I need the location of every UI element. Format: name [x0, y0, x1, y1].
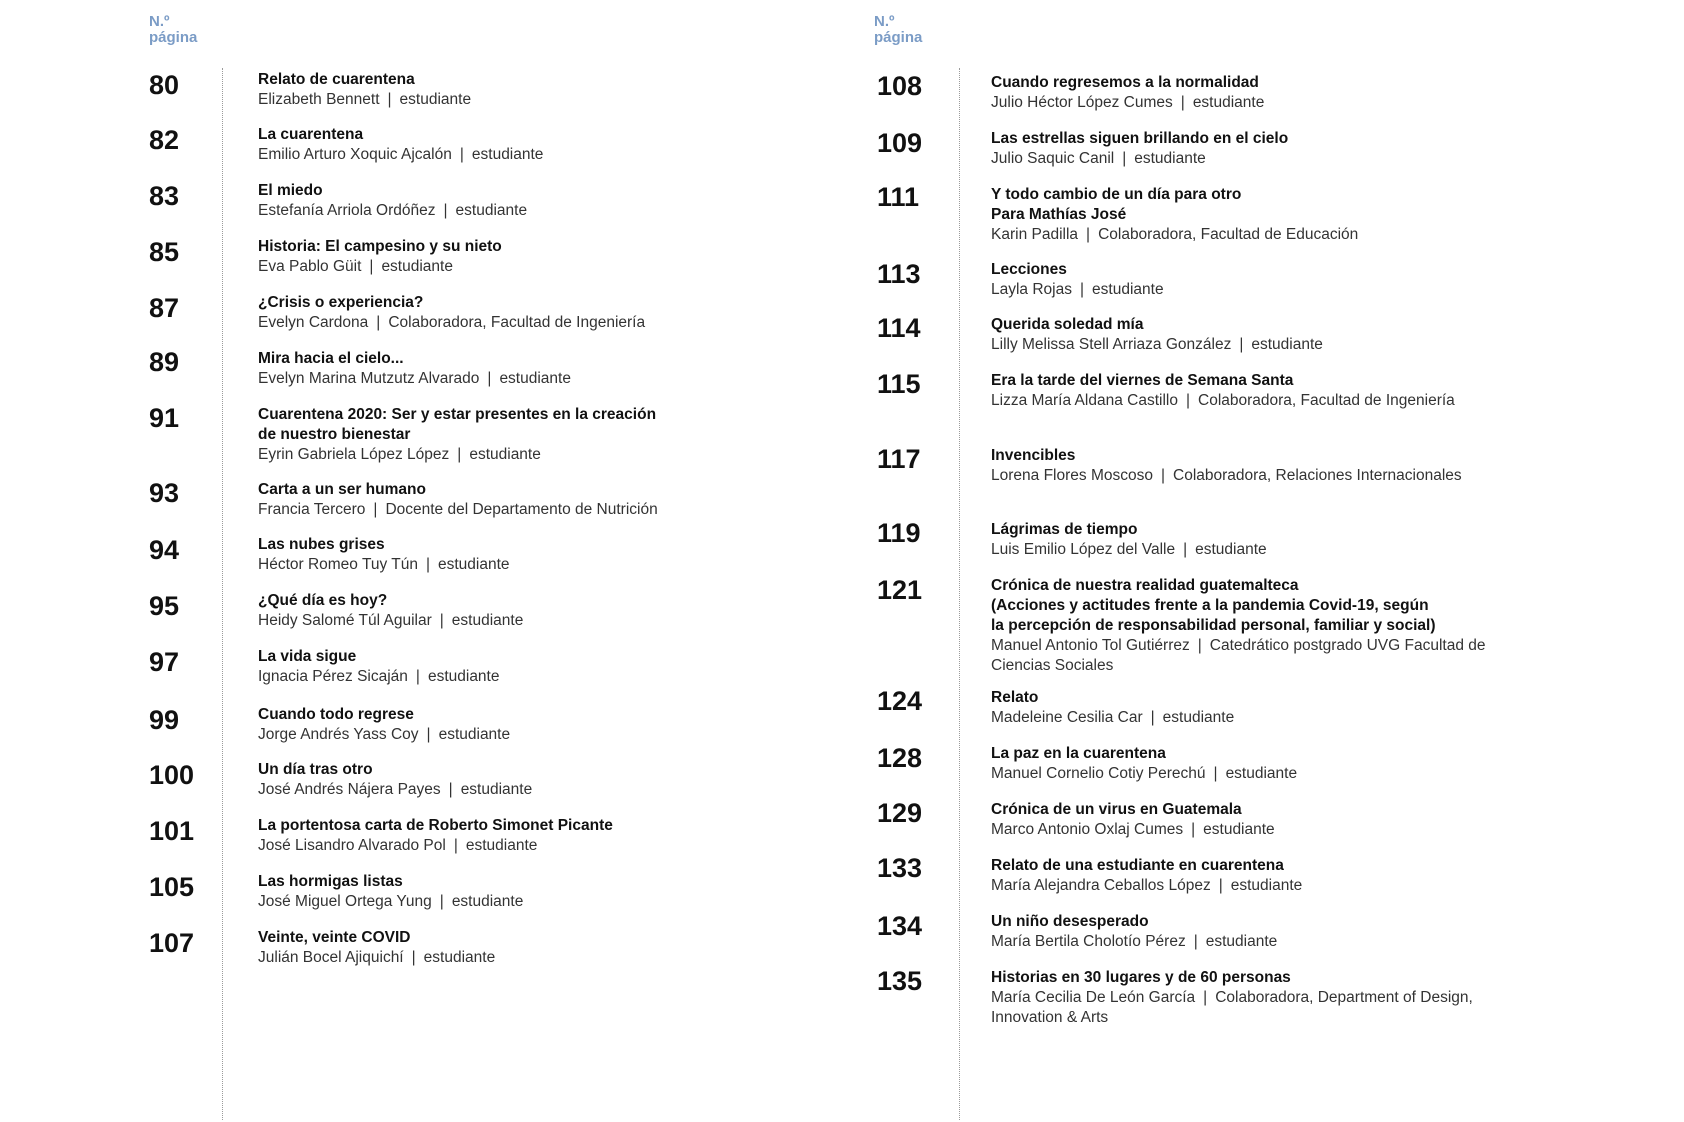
separator-bar: | [1218, 877, 1223, 894]
entry-text [991, 260, 1511, 300]
author-role: estudiante [399, 91, 472, 108]
author-name: Lilly Melissa Stell Arriaza González [991, 336, 1232, 353]
page-number: 121 [877, 575, 923, 605]
author-name: Layla Rojas [991, 281, 1072, 298]
separator-bar: | [443, 202, 448, 219]
entry-author-line [991, 280, 1511, 300]
separator-bar: | [1203, 989, 1208, 1006]
entry-text [258, 405, 778, 465]
author-role: estudiante [451, 893, 524, 910]
author-role: estudiante [451, 612, 524, 629]
separator-bar: | [369, 258, 374, 275]
entry-text [991, 912, 1511, 952]
entry-title: de nuestro bienestar [258, 426, 411, 443]
entry-author-line [991, 225, 1511, 245]
page-number: 105 [149, 872, 195, 902]
entry-title: ¿Qué día es hoy? [258, 592, 388, 609]
page-number: 83 [149, 181, 180, 211]
separator-bar: | [415, 668, 420, 685]
page-number: 128 [877, 743, 923, 773]
entry-text [258, 535, 778, 575]
entry-text [258, 928, 778, 968]
page-number: 115 [877, 369, 921, 399]
author-role: estudiante [437, 556, 510, 573]
entry-author-line [991, 335, 1511, 355]
entry-title: Las estrellas siguen brillando en el cielo [991, 130, 1289, 147]
author-role: estudiante [423, 949, 496, 966]
author-name: Evelyn Marina Mutzutz Alvarado [258, 370, 480, 387]
author-name: Luis Emilio López del Valle [991, 541, 1176, 558]
author-role: Colaboradora, Facultad de Ingeniería [388, 314, 646, 331]
page-number: 80 [149, 70, 180, 100]
entry-text [258, 349, 778, 389]
author-role: Colaboradora, Facultad de Educación [1098, 226, 1359, 243]
separator-bar: | [387, 91, 392, 108]
page-number: 101 [149, 816, 195, 846]
separator-bar: | [453, 837, 458, 854]
entry-text [258, 760, 778, 800]
author-role: Colaboradora, Facultad de Ingeniería [1198, 392, 1455, 409]
entry-title: Lecciones [991, 261, 1067, 278]
entry-text [258, 181, 778, 221]
separator-bar: | [448, 781, 453, 798]
entry-text [991, 129, 1511, 169]
entry-author-line [258, 892, 778, 912]
entry-title: ¿Crisis o experiencia? [258, 294, 424, 311]
author-name: Lorena Flores Moscoso [991, 467, 1153, 484]
author-role: estudiante [1195, 541, 1267, 558]
separator-bar: | [373, 501, 378, 518]
entry-author-line [258, 725, 778, 745]
author-name: José Miguel Ortega Yung [258, 893, 432, 910]
page-number: 124 [877, 686, 923, 716]
entry-text [991, 315, 1511, 355]
entry-title: Crónica de nuestra realidad guatemalteca [991, 577, 1299, 594]
entry-text [991, 800, 1511, 840]
separator-bar: | [1086, 226, 1091, 243]
page-number: 134 [877, 911, 923, 941]
entry-title: Un día tras otro [258, 761, 373, 778]
separator-bar: | [1180, 94, 1185, 111]
entry-title: Relato de cuarentena [258, 71, 415, 88]
author-name: Eyrin Gabriela López López [258, 446, 450, 463]
entry-title: Crónica de un virus en Guatemala [991, 801, 1242, 818]
page-number: 94 [149, 535, 180, 565]
author-role: estudiante [469, 446, 541, 463]
entry-author-line [258, 500, 778, 520]
author-role: estudiante [1251, 336, 1323, 353]
entry-title: Cuarentena 2020: Ser y estar presentes en la creación [258, 406, 657, 423]
page-number: 133 [877, 853, 923, 883]
author-name: Julio Héctor López Cumes [991, 94, 1173, 111]
page-number: 111 [877, 182, 920, 212]
page-number: 82 [149, 125, 180, 155]
author-name: José Andrés Nájera Payes [258, 781, 441, 798]
page-number: 117 [877, 444, 921, 474]
separator-bar: | [1183, 541, 1188, 558]
entry-text [258, 70, 778, 110]
entry-author-line [258, 201, 778, 221]
entry-title: El miedo [258, 182, 323, 199]
author-role: estudiante [438, 726, 511, 743]
entry-title: la percepción de responsabilidad personal, familiar y social) [991, 617, 1436, 634]
author-role: estudiante [455, 202, 528, 219]
separator-bar: | [457, 446, 462, 463]
separator-bar: | [1150, 709, 1155, 726]
entry-author-line [991, 708, 1511, 728]
separator-bar: | [1193, 933, 1198, 950]
author-name: Manuel Antonio Tol Gutiérrez [991, 637, 1190, 654]
author-name: Evelyn Cardona [258, 314, 369, 331]
entry-author-line [991, 93, 1511, 113]
separator-bar: | [1197, 637, 1202, 654]
author-name: Madeleine Cesilia Car [991, 709, 1143, 726]
entry-author-line [258, 369, 778, 389]
entry-text [258, 872, 778, 912]
author-name: María Alejandra Ceballos López [991, 877, 1211, 894]
entry-title: Relato [991, 689, 1039, 706]
entry-title: La vida sigue [258, 648, 357, 665]
author-role: estudiante [1192, 94, 1265, 111]
separator-bar: | [1191, 821, 1196, 838]
entry-title: Historia: El campesino y su nieto [258, 238, 502, 255]
author-name: Ignacia Pérez Sicaján [258, 668, 408, 685]
entry-text [991, 688, 1511, 728]
page-number-header: N.º página [149, 13, 198, 46]
entry-text [991, 576, 1511, 676]
page-number: 114 [877, 313, 921, 343]
entry-title: Cuando regresemos a la normalidad [991, 74, 1259, 91]
entry-author-line [991, 820, 1511, 840]
separator-bar: | [1185, 392, 1190, 409]
entry-title: Las nubes grises [258, 536, 385, 553]
author-name: Julio Saquic Canil [991, 150, 1115, 167]
author-name: Héctor Romeo Tuy Tún [258, 556, 418, 573]
entry-text [991, 446, 1511, 486]
author-role: Docente del Departamento de Nutrición [385, 501, 658, 518]
dotted-divider [959, 68, 960, 1120]
entry-title: Un niño desesperado [991, 913, 1149, 930]
entry-text [991, 968, 1511, 1028]
author-name: María Bertila Cholotío Pérez [991, 933, 1186, 950]
page-number: 85 [149, 237, 180, 267]
entry-text [258, 293, 778, 333]
entry-title: Mira hacia el cielo... [258, 350, 404, 367]
separator-bar: | [376, 314, 381, 331]
separator-bar: | [1239, 336, 1244, 353]
separator-bar: | [1213, 765, 1218, 782]
entry-title: Querida soledad mía [991, 316, 1144, 333]
entry-author-line [258, 780, 778, 800]
entry-author-line [991, 932, 1511, 952]
page-number: 113 [877, 259, 921, 289]
entry-author-line [258, 257, 778, 277]
entry-author-line [991, 764, 1511, 784]
entry-title: Veinte, veinte COVID [258, 929, 411, 946]
entry-text [991, 744, 1511, 784]
entry-text [258, 591, 778, 631]
entry-title: Carta a un ser humano [258, 481, 426, 498]
entry-author-line [258, 611, 778, 631]
entry-author-line [258, 90, 778, 110]
entry-title: (Acciones y actitudes frente a la pandemia Covid-19, según [991, 597, 1429, 614]
entry-text [258, 125, 778, 165]
author-role: estudiante [1203, 821, 1275, 838]
separator-bar: | [1080, 281, 1085, 298]
dotted-divider [222, 68, 223, 1120]
entry-text [258, 705, 778, 745]
author-name: Manuel Cornelio Cotiy Perechú [991, 765, 1206, 782]
entry-author-line [258, 145, 778, 165]
author-name: Heidy Salomé Túl Aguilar [258, 612, 432, 629]
entry-text [991, 856, 1511, 896]
author-name: Lizza María Aldana Castillo [991, 392, 1178, 409]
entry-author-line [258, 667, 778, 687]
separator-bar: | [411, 949, 416, 966]
author-role: estudiante [499, 370, 571, 387]
separator-bar: | [1160, 467, 1165, 484]
entry-text [991, 371, 1511, 411]
page-number: 135 [877, 966, 923, 996]
entry-title: La cuarentena [258, 126, 364, 143]
author-role: estudiante [1225, 765, 1298, 782]
author-name: María Cecilia De León García [991, 989, 1196, 1006]
entry-title: Para Mathías José [991, 206, 1127, 223]
author-name: Emilio Arturo Xoquic Ajcalón [258, 146, 452, 163]
author-name: Marco Antonio Oxlaj Cumes [991, 821, 1184, 838]
author-role: estudiante [1205, 933, 1278, 950]
author-role: estudiante [465, 837, 538, 854]
separator-bar: | [1122, 150, 1127, 167]
page-number: 100 [149, 760, 195, 790]
author-name: Elizabeth Bennett [258, 91, 380, 108]
entry-author-line [258, 948, 778, 968]
author-role: estudiante [1162, 709, 1235, 726]
page-number: 97 [149, 647, 180, 677]
author-name: José Lisandro Alvarado Pol [258, 837, 446, 854]
entry-text [991, 73, 1511, 113]
page-number: 99 [149, 705, 180, 735]
author-role: estudiante [381, 258, 453, 275]
page-number: 107 [149, 928, 195, 958]
entry-author-line [258, 313, 778, 333]
page-number: 93 [149, 478, 180, 508]
entry-title: Historias en 30 lugares y de 60 personas [991, 969, 1291, 986]
entry-author-line [258, 836, 778, 856]
author-role: estudiante [427, 668, 500, 685]
entry-text [258, 816, 778, 856]
entry-title: La portentosa carta de Roberto Simonet Picante [258, 817, 613, 834]
page-number-header: N.º página [874, 13, 923, 46]
entry-title: Las hormigas listas [258, 873, 403, 890]
author-name: Karin Padilla [991, 226, 1079, 243]
page-number: 108 [877, 71, 923, 101]
entry-title: Cuando todo regrese [258, 706, 414, 723]
page-number: 119 [877, 518, 921, 548]
entry-title: Invencibles [991, 447, 1076, 464]
separator-bar: | [439, 612, 444, 629]
author-role: estudiante [1230, 877, 1303, 894]
entry-author-line [991, 988, 1511, 1028]
entry-author-line [258, 445, 778, 465]
separator-bar: | [426, 726, 431, 743]
entry-author-line [991, 540, 1511, 560]
entry-author-line [991, 636, 1511, 676]
page-number: 89 [149, 347, 180, 377]
page-number: 87 [149, 293, 180, 323]
author-name: Eva Pablo Güit [258, 258, 362, 275]
author-role: estudiante [460, 781, 533, 798]
separator-bar: | [487, 370, 492, 387]
entry-title: La paz en la cuarentena [991, 745, 1166, 762]
entry-text [991, 520, 1511, 560]
separator-bar: | [425, 556, 430, 573]
author-name: Julián Bocel Ajiquichí [258, 949, 404, 966]
entry-text [258, 237, 778, 277]
entry-author-line [258, 555, 778, 575]
entry-title: Y todo cambio de un día para otro [991, 186, 1242, 203]
entry-title: Lágrimas de tiempo [991, 521, 1138, 538]
separator-bar: | [459, 146, 464, 163]
page-number: 95 [149, 591, 180, 621]
entry-title: Relato de una estudiante en cuarentena [991, 857, 1284, 874]
entry-title: Era la tarde del viernes de Semana Santa [991, 372, 1294, 389]
entry-text [258, 480, 778, 520]
author-role: Catedrático postgrado UVG Facultad de Ciencias Sociales [991, 637, 1486, 674]
author-name: Estefanía Arriola Ordóñez [258, 202, 436, 219]
author-role: Colaboradora, Department of Design, Innovation & Arts [991, 989, 1473, 1026]
page-number: 129 [877, 798, 923, 828]
author-name: Jorge Andrés Yass Coy [258, 726, 419, 743]
entry-author-line [991, 876, 1511, 896]
page-number: 109 [877, 128, 923, 158]
author-name: Francia Tercero [258, 501, 366, 518]
author-role: estudiante [1134, 150, 1206, 167]
page-number: 91 [149, 403, 180, 433]
entry-author-line [991, 391, 1511, 411]
entry-author-line [991, 466, 1511, 486]
author-role: estudiante [471, 146, 544, 163]
entry-author-line [991, 149, 1511, 169]
entry-text [258, 647, 778, 687]
author-role: estudiante [1092, 281, 1164, 298]
author-role: Colaboradora, Relaciones Internacionales [1173, 467, 1462, 484]
separator-bar: | [439, 893, 444, 910]
entry-text [991, 185, 1511, 245]
